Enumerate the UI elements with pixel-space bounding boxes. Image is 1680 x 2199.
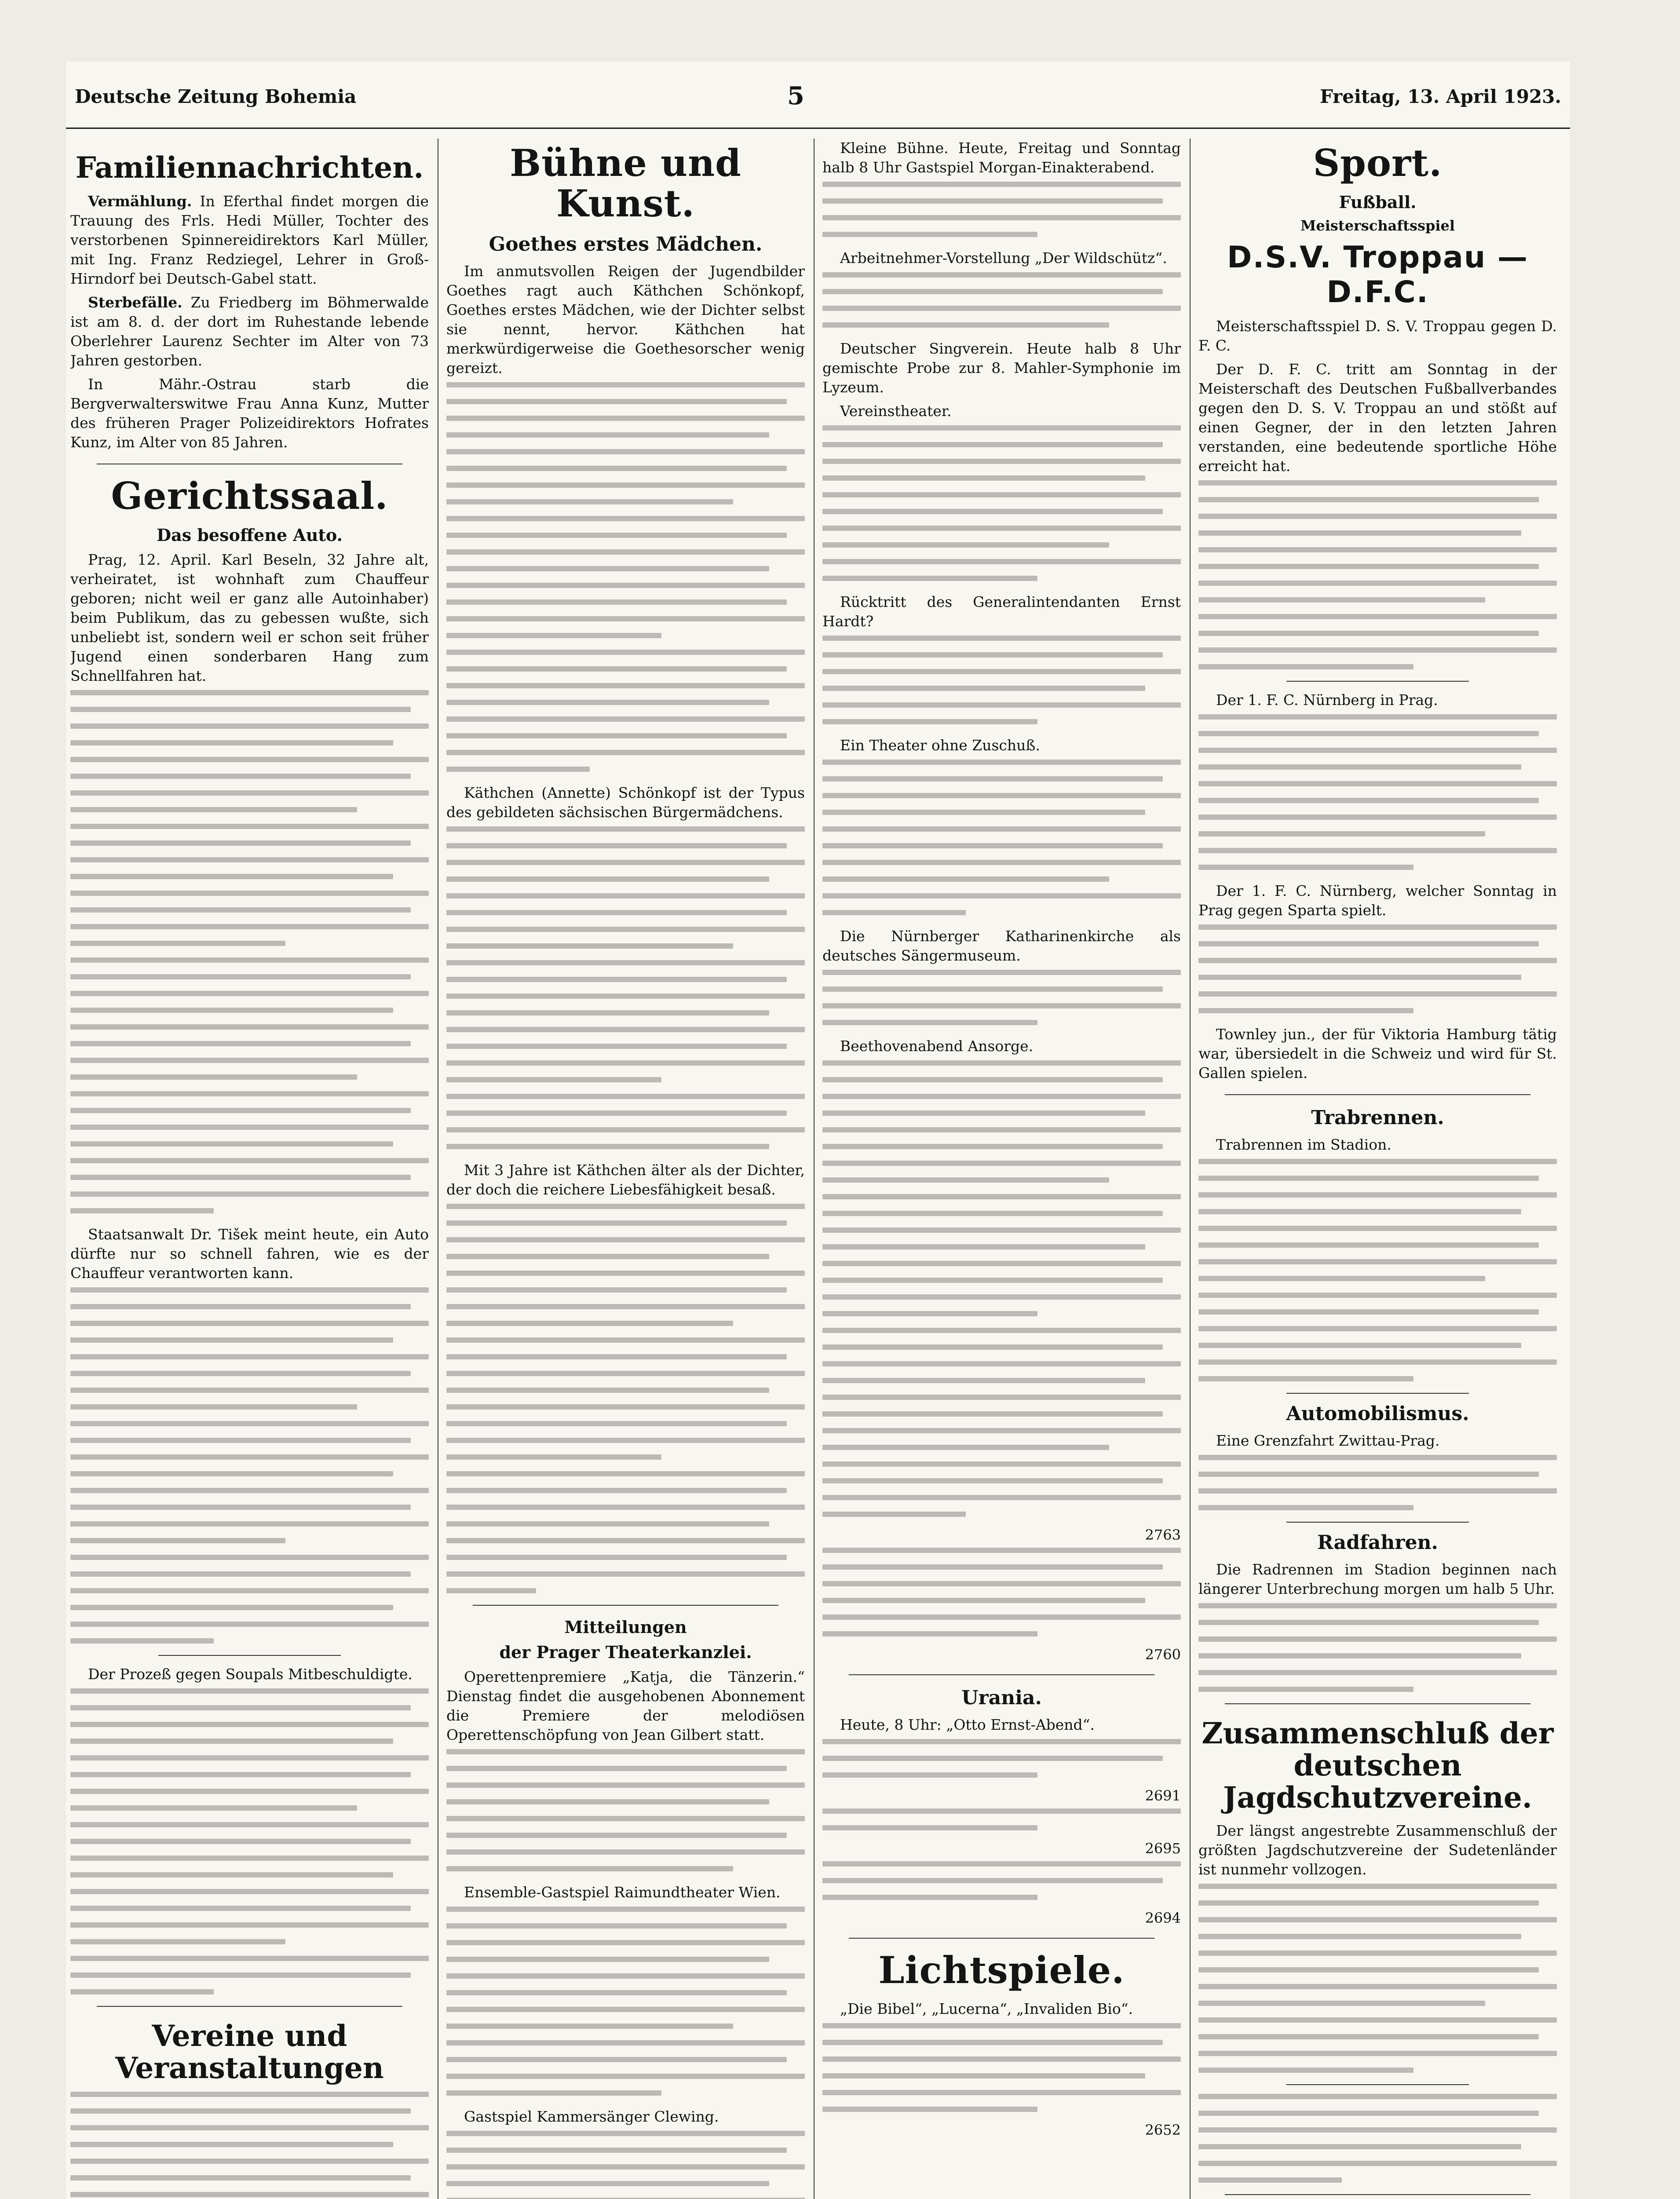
text-block [1198,924,1557,1013]
text-block [446,826,805,1149]
section-divider [849,1938,1154,1939]
page-header [66,62,1570,129]
trotting-heading: Trabrennen. [1311,1107,1444,1129]
text-block [822,1808,1181,1830]
section-divider [1286,1393,1469,1394]
court-subheading: Das besoffene Auto. [157,525,343,545]
masthead-name: Deutsche Zeitung Bohemia [75,86,357,107]
notice-paragraph: Operettenpremiere „Katja, die Tänzerin.“ Dienstag findet die ausgehobenen Abonnement die Premiere der melodiösen Operettenschöpfung von Jean Gilbert statt. [446,1668,805,1743]
text-block [446,382,805,772]
text-block [446,1204,805,1593]
theatre-paragraph: Arbeitnehmer-Vorstellung „Der Wildschütz“. [840,249,1167,267]
family-news-paragraph [70,192,429,289]
motoring-heading: Automobilismus. [1286,1403,1469,1425]
theatre-paragraph: Vereinstheater. [840,402,952,420]
arts-paragraph: Im anmutsvollen Reigen der Jugendbilder Goethes ragt auch Käthchen Schönkopf, Goethes erstes Mädchen, wie der Dichter selbst sie nennt, hervor. Käthchen hat merkwürdigerweise die Goethesorscher wenig gereizt. [446,262,805,376]
text-block [1198,2094,1557,2183]
court-paragraph: Prag, 12. April. Karl Beseln, 32 Jahre alt, verheiratet, ist wohnhaft zum Chauffeur geboren; nicht weil er ganz alle Autoinhaber) beim Publikum, das zu gebessen wußte, sich unbeliebt ist, sondern weil er schon seit früher Jugend einen sonderbaren Hang zum Schnellfahren hat. [70,551,429,684]
notices-heading: Mitteilungen [564,1617,687,1637]
issue-date: Freitag, 13. April 1923. [1320,86,1561,107]
text-block [70,690,429,1213]
ad-number: 2695 [1145,1840,1181,1857]
notices-subheading: der Prager Theaterkanzlei. [499,1642,752,1662]
trotting-paragraph: Trabrennen im Stadion. [1216,1136,1391,1154]
text-block [1198,1884,1557,2073]
column-4 [1198,139,1557,2199]
family-news-paragraph: In Mähr.-Ostrau starb die Bergverwalterswitwe Frau Anna Kunz, Mutter des früheren Prager Polizeidirektors Hofrates Kunz, im Alter von 85 Jahren. [70,375,429,451]
paragraph-text: In Eferthal findet morgen die Trauung des Frls. Hedi Müller, Tochter des verstorbenen Spinnereidirektors Karl Müller, mit Ing. Franz Redziegel, Lehrer in Groß-Hirndorf bei Deutsch-Gabel statt. [70,192,429,287]
football-subheading: Fußball. [1339,192,1417,212]
cycling-paragraph: Die Radrennen im Stadion beginnen nach längerer Unterbrechung morgen um halb 5 Uhr. [1198,1561,1557,1598]
text-block [1198,714,1557,870]
theatre-paragraph: Die Nürnberger Katharinenkirche als deutsches Sängermuseum. [822,928,1181,964]
court-paragraph: Der Prozeß gegen Soupals Mitbeschuldigte. [88,1665,413,1683]
sport-paragraph: Der 1. F. C. Nürnberg, welcher Sonntag in Prag gegen Sparta spielt. [1198,882,1557,919]
court-heading: Gerichtssaal. [111,474,388,518]
arts-subheading: Goethes erstes Mädchen. [489,233,763,256]
section-divider [1225,1094,1530,1095]
text-block [822,1060,1181,1517]
theatre-paragraph: Kleine Bühne. Heute, Freitag und Sonntag halb 8 Uhr Gastspiel Morgan-Einakterabend. [822,139,1181,176]
text-block [70,2092,429,2199]
hunting-heading: Zusammenschluß der deutschen Jagdschutzvereine. [1202,1716,1554,1815]
column-1 [70,139,429,2199]
text-block [822,760,1181,915]
column-rule [1190,139,1191,2199]
section-divider [158,1655,341,1656]
arts-paragraph: Käthchen (Annette) Schönkopf ist der Typus des gebildeten sächsischen Bürgermädchens. [446,784,805,821]
family-news-paragraph [70,293,429,370]
arts-paragraph: Mit 3 Jahre ist Käthchen älter als der Dichter, der doch die reichere Liebesfähigkeit besaß. [446,1161,805,1198]
newspaper-page [66,62,1570,2199]
section-divider [1286,681,1469,682]
arts-heading: Bühne und Kunst. [510,141,741,226]
text-block [446,1907,805,2096]
text-block [822,1739,1181,1778]
section-divider [1286,1522,1469,1523]
text-block [822,1861,1181,1900]
text-block [446,2131,805,2199]
lead-word: Sterbefälle. [88,293,183,311]
section-divider [1286,2084,1469,2085]
page-number: 5 [787,81,804,110]
hunting-paragraph: Der längst angestrebte Zusammenschluß der größten Jagdschutzvereine der Sudetenländer ist nunmehr vollzogen. [1198,1822,1557,1878]
theatre-paragraph: Ein Theater ohne Zuschuß. [840,737,1040,754]
text-block [822,1548,1181,1636]
text-block [1198,1159,1557,1381]
notice-paragraph: Ensemble-Gastspiel Raimundtheater Wien. [464,1883,781,1901]
theatre-paragraph: Deutscher Singverein. Heute halb 8 Uhr gemischte Probe zur 8. Mahler-Symphonie im Lyzeum. [822,340,1181,396]
ad-number: 2652 [1145,2122,1181,2139]
text-block [70,1688,429,1994]
section-divider [849,1674,1154,1675]
text-block [822,272,1181,328]
clubs-heading: Vereine und Veranstaltungen [115,2018,384,2085]
ad-number: 2694 [1145,1910,1181,1926]
cycling-heading: Radfahren. [1317,1531,1438,1554]
section-divider [1225,2194,1530,2195]
sport-paragraph: Meisterschaftsspiel D. S. V. Troppau gegen D. F. C. [1198,318,1557,354]
urania-heading: Urania. [961,1687,1042,1709]
text-block [1198,480,1557,669]
cinema-paragraph: „Die Bibel“, „Lucerna“, „Invaliden Bio“. [840,2000,1133,2018]
text-block [822,425,1181,581]
urania-paragraph: Heute, 8 Uhr: „Otto Ernst-Abend“. [840,1716,1095,1733]
theatre-paragraph: Beethovenabend Ansorge. [840,1037,1034,1055]
family-news-heading: Familiennachrichten. [75,150,424,185]
column-3 [822,139,1181,2199]
text-block [822,636,1181,724]
paragraph-text: Zu Friedberg im Böhmerwalde ist am 8. d. der dort im Ruhestande lebende Oberlehrer Laurenz Sechter im Alter von 73 Jahren gestorben. [70,293,429,369]
match-headline: D.S.V. Troppau — D.F.C. [1227,240,1528,310]
text-block [1198,1455,1557,1510]
text-block [822,2023,1181,2112]
sport-paragraph: Der D. F. C. tritt am Sonntag in der Meisterschaft des Deutschen Fußballverbandes gegen den D. S. V. Troppau an und stößt auf einen Gegner, der in den letzten Jahren verstanden, eine bedeutende sportliche Höhe erreicht hat. [1198,361,1557,475]
ad-number: 2763 [1145,1527,1181,1543]
sport-heading: Sport. [1313,141,1443,185]
column-2 [446,139,805,2199]
text-block [70,1287,429,1644]
motoring-paragraph: Eine Grenzfahrt Zwittau-Prag. [1216,1432,1440,1450]
text-block [446,1749,805,1871]
sport-paragraph: Der 1. F. C. Nürnberg in Prag. [1216,691,1438,709]
match-type: Meisterschaftsspiel [1300,217,1455,234]
text-block [1198,1603,1557,1692]
section-divider [473,1605,778,1606]
sport-paragraph: Townley jun., der für Viktoria Hamburg tätig war, übersiedelt in die Schweiz und wird für St. Gallen spielen. [1198,1026,1557,1082]
section-divider [1225,1703,1530,1704]
ad-number: 2691 [1145,1787,1181,1804]
theatre-paragraph: Rücktritt des Generalintendanten Ernst Hardt? [822,593,1181,630]
ad-number: 2760 [1145,1646,1181,1663]
cinema-heading: Lichtspiele. [878,1948,1125,1992]
court-paragraph: Staatsanwalt Dr. Tišek meint heute, ein Auto dürfte nur so schnell fahren, wie es der Chauffeur verantworten kann. [70,1225,429,1282]
text-block [822,182,1181,237]
section-divider [97,2006,402,2007]
notice-paragraph: Gastspiel Kammersänger Clewing. [464,2108,719,2125]
lead-word: Vermählung. [88,192,192,210]
text-block [822,970,1181,1025]
